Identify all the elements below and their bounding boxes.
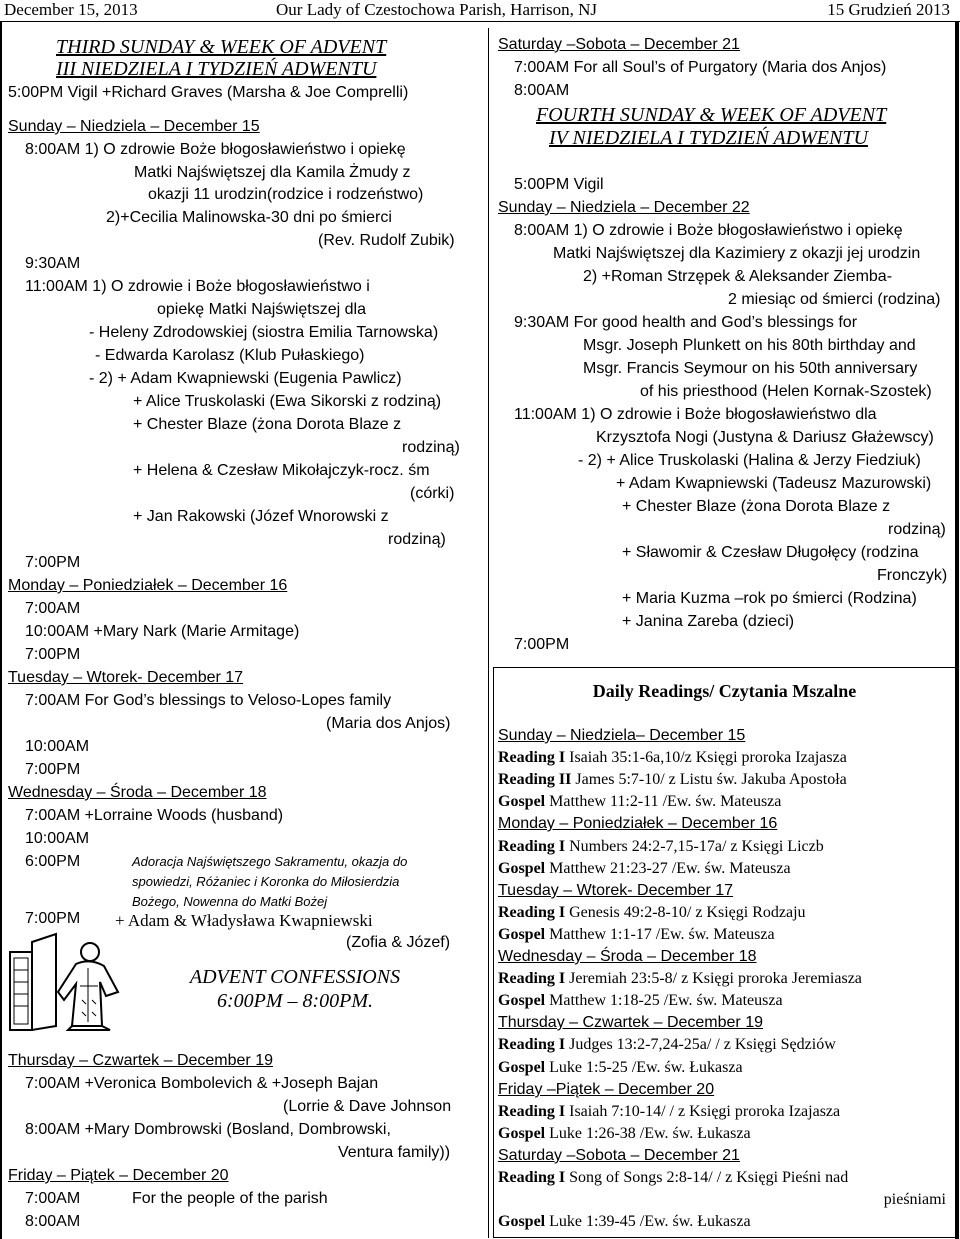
mass-line: 9:30AM For good health and God’s blessings for bbox=[514, 314, 858, 331]
reading-label: Gospel bbox=[498, 926, 546, 943]
mass-line: 10:00AM +Mary Nark (Marie Armitage) bbox=[25, 623, 300, 640]
reading-entry bbox=[498, 926, 775, 944]
adoration-line: spowiedzi, Różaniec i Koronka do Miłosierdzia bbox=[132, 874, 400, 889]
header-date-en: December 15, 2013 bbox=[4, 0, 138, 19]
mass-time: 7:00PM bbox=[25, 910, 81, 927]
mass-line: rodziną) bbox=[888, 521, 946, 538]
mass-line: 7:00AM +Veronica Bombolevich & +Joseph Bajan bbox=[25, 1075, 379, 1092]
mass-line: + Jan Rakowski (Józef Wnorowski z bbox=[133, 508, 389, 525]
advent-confessions-time: 6:00PM – 8:00PM. bbox=[216, 990, 374, 1012]
mass-line: okazji 11 urodzin(rodzice i rodzeństwo) bbox=[148, 186, 424, 203]
day-header-thursday: Thursday – Czwartek – December 19 bbox=[8, 1052, 273, 1069]
reading-label: Reading I bbox=[498, 1169, 566, 1186]
reading-citation: James 5:7-10/ z Listu św. Jakuba Apostoła bbox=[575, 771, 847, 788]
reading-label: Gospel bbox=[498, 1125, 546, 1142]
mass-line: Krzysztofa Nogi (Justyna & Dariusz Głażewscy) bbox=[596, 429, 934, 446]
readings-day-header: Friday –Piątek – December 20 bbox=[498, 1081, 715, 1098]
mass-time: 6:00PM bbox=[25, 853, 81, 870]
week-title-en: FOURTH SUNDAY & WEEK OF ADVENT bbox=[536, 104, 887, 126]
reading-citation: Matthew 1:1-17 /Ew. św. Mateusza bbox=[549, 926, 775, 943]
mass-line: 11:00AM 1) O zdrowie i Boże błogosławieństwo i bbox=[25, 278, 370, 295]
reading-entry bbox=[498, 1059, 743, 1077]
reading-entry bbox=[498, 860, 791, 878]
reading-entry bbox=[498, 1213, 751, 1231]
reading-entry bbox=[498, 992, 783, 1010]
mass-time: 10:00AM bbox=[25, 738, 90, 755]
reading-entry bbox=[498, 904, 806, 922]
reading-label: Reading II bbox=[498, 771, 572, 788]
header-parish: Our Lady of Czestochowa Parish, Harrison, NJ bbox=[276, 0, 598, 19]
reading-entry bbox=[498, 749, 847, 767]
mass-time: 8:00AM bbox=[25, 1213, 81, 1230]
readings-day-header: Sunday – Niedziela– December 15 bbox=[498, 727, 746, 744]
mass-line: Msgr. Joseph Plunkett on his 80th birthday and bbox=[583, 337, 916, 354]
mass-time: 10:00AM bbox=[25, 830, 90, 847]
readings-day-header: Saturday –Sobota – December 21 bbox=[498, 1147, 740, 1164]
reading-citation: Luke 1:39-45 /Ew. św. Łukasza bbox=[549, 1213, 751, 1230]
mass-line: 7:00AM +Lorraine Woods (husband) bbox=[25, 807, 284, 824]
mass-line: Fronczyk) bbox=[877, 567, 948, 584]
mass-time: 7:00AM bbox=[25, 600, 81, 617]
mass-line: opiekę Matki Najświętszej dla bbox=[157, 301, 366, 318]
mass-line: For the people of the parish bbox=[132, 1190, 328, 1207]
reading-citation: Matthew 1:18-25 /Ew. św. Mateusza bbox=[549, 992, 783, 1009]
mass-time: 7:00PM bbox=[25, 761, 81, 778]
mass-line: (Maria dos Anjos) bbox=[326, 715, 451, 732]
reading-citation: Jeremiah 23:5-8/ z Księgi proroka Jeremiasza bbox=[569, 970, 862, 987]
mass-line: 2) +Roman Strzępek & Aleksander Ziemba- bbox=[583, 268, 893, 285]
left-border bbox=[0, 22, 2, 1239]
mass-line: + Adam Kwapniewski (Tadeusz Mazurowski) bbox=[616, 475, 932, 492]
reading-label: Gospel bbox=[498, 1059, 546, 1076]
mass-line: Msgr. Francis Seymour on his 50th anniversary bbox=[583, 360, 918, 377]
mass-line: (Lorrie & Dave Johnson bbox=[283, 1098, 452, 1115]
mass-line: 2 miesiąc od śmierci (rodzina) bbox=[728, 291, 941, 308]
mass-line: - Heleny Zdrodowskiej (siostra Emilia Tarnowska) bbox=[89, 324, 439, 341]
mass-time: 7:00PM bbox=[25, 646, 81, 663]
reading-citation: Genesis 49:2-8-10/ z Księgi Rodzaju bbox=[569, 904, 806, 921]
reading-entry bbox=[498, 1103, 840, 1121]
reading-entry bbox=[498, 838, 824, 856]
mass-line: 2)+Cecilia Malinowska-30 dni po śmierci bbox=[106, 209, 392, 226]
vigil-line: 5:00PM Vigil bbox=[514, 176, 604, 193]
mass-line: (Rev. Rudolf Zubik) bbox=[318, 232, 455, 249]
week-title-en: THIRD SUNDAY & WEEK OF ADVENT bbox=[56, 36, 387, 58]
reading-citation: Numbers 24:2-7,15-17a/ z Księgi Liczb bbox=[569, 838, 824, 855]
mass-line: 7:00AM For all Soul’s of Purgatory (Maria dos Anjos) bbox=[514, 59, 887, 76]
reading-citation: Luke 1:26-38 /Ew. św. Łukasza bbox=[549, 1125, 751, 1142]
mass-time: 7:00PM bbox=[514, 636, 570, 653]
mass-line: - 2) + Adam Kwapniewski (Eugenia Pawlicz) bbox=[89, 370, 402, 387]
reading-citation: Isaiah 35:1-6a,10/z Księgi proroka Izajasza bbox=[569, 749, 847, 766]
reading-label: Reading I bbox=[498, 904, 566, 921]
mass-line: rodziną) bbox=[402, 439, 460, 456]
mass-line: 11:00AM 1) O zdrowie i Boże błogosławieństwo dla bbox=[514, 406, 877, 423]
reading-citation: Luke 1:5-25 /Ew. św. Łukasza bbox=[549, 1059, 743, 1076]
mass-time: 8:00AM bbox=[514, 82, 570, 99]
reading-entry bbox=[498, 771, 847, 789]
reading-label: Gospel bbox=[498, 793, 546, 810]
mass-line: (Zofia & Józef) bbox=[346, 934, 451, 951]
mass-line: of his priesthood (Helen Kornak-Szostek) bbox=[640, 383, 932, 400]
reading-citation: Song of Songs 2:8-14/ / z Księgi Pieśni nad bbox=[569, 1169, 849, 1186]
mass-line: + Alice Truskolaski (Ewa Sikorski z rodziną) bbox=[133, 393, 442, 410]
reading-label: Reading I bbox=[498, 838, 566, 855]
mass-line: Ventura family)) bbox=[338, 1144, 451, 1161]
day-header-saturday: Saturday –Sobota – December 21 bbox=[498, 36, 740, 53]
readings-title: Daily Readings/ Czytania Mszalne bbox=[592, 681, 857, 701]
week-title-pl: IV NIEDZIELA I TYDZIEŃ ADWENTU bbox=[549, 127, 868, 149]
readings-day-header: Wednesday – Środa – December 18 bbox=[498, 948, 757, 965]
mass-line: + Adam & Władysława Kwapniewski bbox=[115, 911, 373, 930]
reading-label: Reading I bbox=[498, 1103, 566, 1120]
day-header-tuesday: Tuesday – Wtorek- December 17 bbox=[8, 669, 244, 686]
adoration-line: Adoracja Najświętszego Sakramentu, okazja do bbox=[132, 854, 408, 869]
day-header-wednesday: Wednesday – Środa – December 18 bbox=[8, 784, 267, 801]
mass-time: 9:30AM bbox=[25, 255, 81, 272]
reading-label: Reading I bbox=[498, 1036, 566, 1053]
advent-confessions-title: ADVENT CONFESSIONS bbox=[189, 966, 401, 988]
reading-citation: Isaiah 7:10-14/ / z Księgi proroka Izajasza bbox=[569, 1103, 841, 1120]
mass-line: 7:00AM For God’s blessings to Veloso-Lopes family bbox=[25, 692, 392, 709]
reading-label: Reading I bbox=[498, 749, 566, 766]
mass-line: Matki Najświętszej dla Kazimiery z okazji jej urodzin bbox=[553, 245, 921, 262]
mass-time: 7:00PM bbox=[25, 554, 81, 571]
mass-line: - Edwarda Karolasz (Klub Pułaskiego) bbox=[95, 347, 365, 364]
mass-line: + Maria Kuzma –rok po śmierci (Rodzina) bbox=[622, 590, 917, 607]
confession-figure-icon bbox=[6, 930, 130, 1032]
column-divider bbox=[488, 28, 489, 1238]
day-header-monday: Monday – Poniedziałek – December 16 bbox=[8, 577, 288, 594]
mass-line: + Janina Zareba (dzieci) bbox=[622, 613, 795, 630]
mass-line: + Helena & Czesław Mikołajczyk-rocz. śm bbox=[133, 462, 430, 479]
mass-time: 7:00AM bbox=[25, 1190, 81, 1207]
mass-line: + Chester Blaze (żona Dorota Blaze z bbox=[133, 416, 402, 433]
vigil-line: 5:00PM Vigil +Richard Graves (Marsha & Joe Comprelli) bbox=[8, 84, 409, 101]
readings-day-header: Monday – Poniedziałek – December 16 bbox=[498, 815, 778, 832]
reading-entry bbox=[498, 1125, 751, 1143]
mass-line: 8:00AM +Mary Dombrowski (Bosland, Dombrowski, bbox=[25, 1121, 391, 1138]
mass-line: 8:00AM 1) O zdrowie Boże błogosławieństwo i opiekę bbox=[25, 141, 406, 158]
adoration-line: Bożego, Nowenna do Matki Bożej bbox=[132, 894, 328, 909]
day-header-sunday: Sunday – Niedziela – December 15 bbox=[8, 118, 260, 135]
reading-label: Reading I bbox=[498, 970, 566, 987]
readings-day-header: Thursday – Czwartek – December 19 bbox=[498, 1014, 763, 1031]
reading-entry bbox=[498, 1169, 848, 1187]
mass-line: (córki) bbox=[410, 485, 455, 502]
mass-line: - 2) + Alice Truskolaski (Halina & Jerzy Fiedziuk) bbox=[578, 452, 921, 469]
reading-entry bbox=[498, 793, 781, 811]
mass-line: + Chester Blaze (żona Dorota Blaze z bbox=[622, 498, 891, 515]
mass-line: 8:00AM 1) O zdrowie i Boże błogosławieństwo i opiekę bbox=[514, 222, 903, 239]
mass-line: Matki Najświętszej dla Kamila Żmudy z bbox=[134, 164, 411, 181]
page-header bbox=[0, 0, 960, 22]
day-header-friday: Friday – Piątek – December 20 bbox=[8, 1167, 229, 1184]
reading-citation: Matthew 11:2-11 /Ew. św. Mateusza bbox=[549, 793, 782, 810]
reading-entry bbox=[498, 1036, 836, 1054]
week-title-pl: III NIEDZIELA I TYDZIEŃ ADWENTU bbox=[56, 58, 377, 80]
reading-label: Gospel bbox=[498, 1213, 546, 1230]
day-header-sunday: Sunday – Niedziela – December 22 bbox=[498, 199, 750, 216]
reading-label: Gospel bbox=[498, 860, 546, 877]
reading-citation: Matthew 21:23-27 /Ew. św. Mateusza bbox=[549, 860, 791, 877]
header-date-pl: 15 Grudzień 2013 bbox=[827, 0, 950, 19]
reading-continuation: pieśniami bbox=[883, 1191, 946, 1208]
readings-day-header: Tuesday – Wtorek- December 17 bbox=[498, 882, 734, 899]
reading-entry bbox=[498, 970, 862, 988]
reading-citation: Judges 13:2-7,24-25a/ / z Księgi Sędziów bbox=[569, 1036, 836, 1053]
mass-line: rodziną) bbox=[388, 531, 446, 548]
reading-label: Gospel bbox=[498, 992, 546, 1009]
mass-line: + Sławomir & Czesław Długołęcy (rodzina bbox=[622, 544, 919, 561]
